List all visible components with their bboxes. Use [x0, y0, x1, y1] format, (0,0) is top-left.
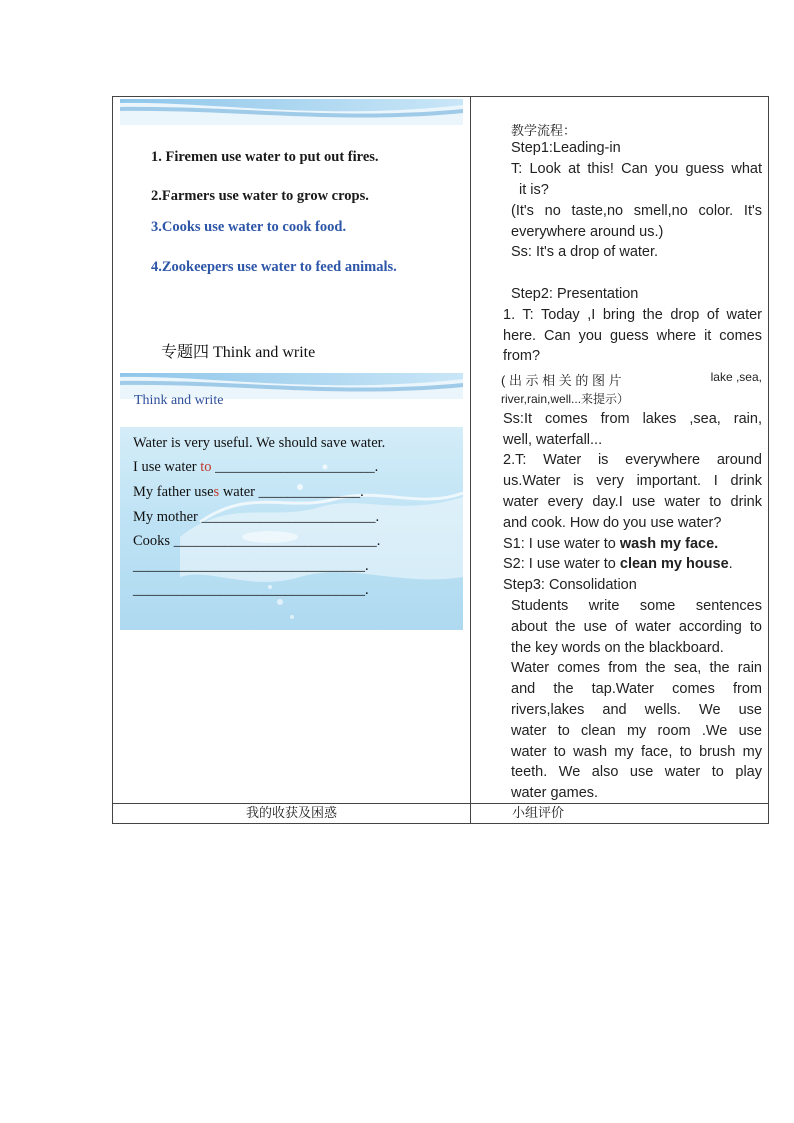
procedure-line: (It's no taste,no smell,no color. It's	[511, 203, 762, 219]
procedure-line: teeth. We also use water to play	[511, 764, 762, 780]
slide-line-zookeepers: 4.Zookeepers use water to feed animals.	[151, 259, 397, 275]
procedure-line: water to clean my room .We use	[511, 723, 762, 739]
worksheet-line-father: My father uses water ______________.	[133, 484, 364, 500]
step1-heading: Step1:Leading-in	[511, 140, 621, 156]
worksheet-blank-line: ________________________________.	[133, 582, 369, 598]
procedure-line: Students write some sentences	[511, 598, 762, 614]
procedure-line: S1: I use water to wash my face.	[503, 536, 719, 552]
step3-heading: Step3: Consolidation	[503, 577, 637, 593]
procedure-line: Ss:It comes from lakes ,sea, rain,	[503, 411, 762, 427]
topic-heading: 专题四 Think and write	[161, 344, 316, 361]
slide-line-farmers: 2.Farmers use water to grow crops.	[151, 188, 369, 204]
lesson-plan-table	[112, 96, 769, 824]
procedure-line: 2.T: Water is everywhere around	[503, 452, 762, 468]
procedure-line: 1. T: Today ,I bring the drop of water	[503, 307, 762, 323]
procedure-line: water every day.I use water to drink	[503, 494, 762, 510]
procedure-line: rivers,lakes and wells. We use	[511, 702, 762, 718]
footer-group-evaluation-label: 小组评价	[512, 805, 565, 820]
procedure-line: S2: I use water to clean my house.	[503, 556, 733, 572]
slide-line-firemen: 1. Firemen use water to put out fires.	[151, 149, 379, 165]
procedure-line: it is?	[519, 182, 549, 198]
procedure-line: ( 出 示 相 关 的 图 片 lake ,sea,	[501, 370, 762, 388]
worksheet-line-mother: My mother ________________________.	[133, 509, 380, 525]
procedure-line: Ss: It's a drop of water.	[511, 244, 659, 260]
procedure-line: us.Water is very important. I drink	[503, 473, 762, 489]
worksheet-line-i-use: I use water to ______________________.	[133, 459, 379, 475]
procedure-line: the key words on the blackboard.	[511, 640, 724, 656]
water-splash-graphic	[120, 427, 463, 630]
procedure-line: water games.	[511, 785, 599, 801]
procedure-line: from?	[503, 348, 541, 364]
procedure-line: well, waterfall...	[503, 432, 603, 448]
slide-line-cooks: 3.Cooks use water to cook food.	[151, 219, 347, 235]
slide-header-wave	[120, 99, 463, 125]
slide-water-uses	[120, 99, 463, 364]
procedure-line: about the use of water according to	[511, 619, 762, 635]
procedure-line: everywhere around us.)	[511, 224, 664, 240]
procedure-line: river,rain,well...来提示）	[501, 392, 630, 406]
worksheet-blank-line: ________________________________.	[133, 558, 369, 574]
footer-reflection-label: 我的收获及困惑	[245, 805, 337, 820]
step2-heading: Step2: Presentation	[511, 286, 639, 302]
worksheet-line-intro: Water is very useful. We should save water.	[133, 435, 386, 451]
slide-title: Think and write	[134, 393, 224, 408]
column-divider	[470, 97, 471, 824]
procedure-heading: 教学流程：	[511, 123, 577, 138]
procedure-line: and the tap.Water comes from	[511, 681, 762, 697]
slide-think-and-write	[120, 373, 463, 630]
water-background	[120, 427, 463, 630]
procedure-line: here. Can you guess where it comes	[503, 328, 762, 344]
procedure-line: T: Look at this! Can you guess what	[511, 161, 762, 177]
procedure-line: and cook. How do you use water?	[503, 515, 722, 531]
worksheet-line-cooks: Cooks ____________________________.	[133, 533, 381, 549]
procedure-line: water to wash my face, to brush my	[511, 744, 762, 760]
procedure-line: Water comes from the sea, the rain	[511, 660, 762, 676]
